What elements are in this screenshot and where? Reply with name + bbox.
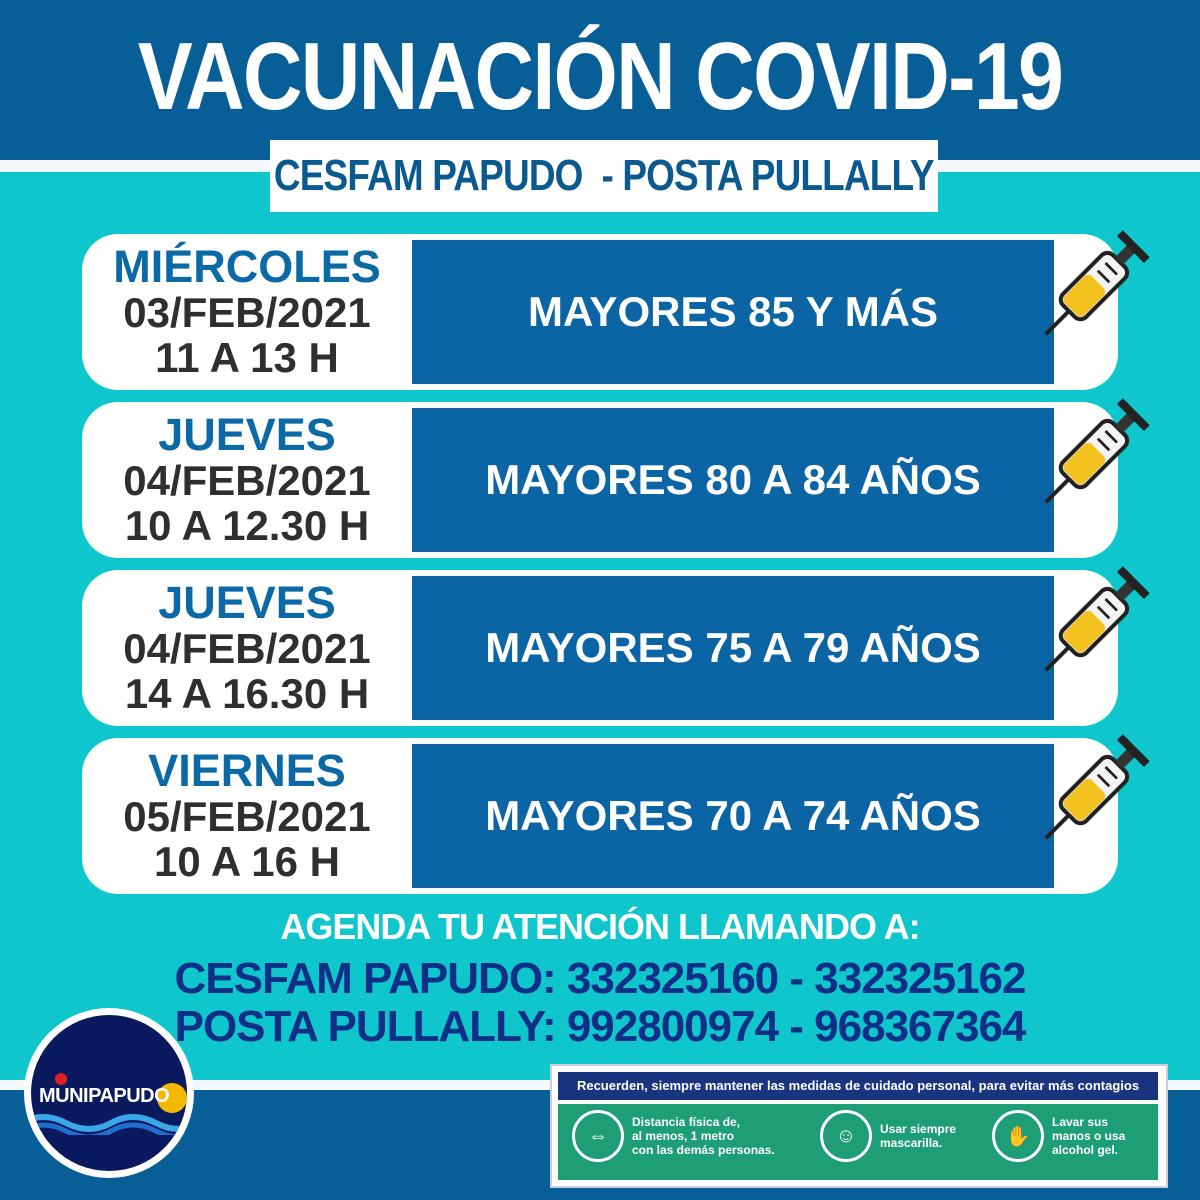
schedule-row <box>82 402 1118 558</box>
schedule-time: 10 A 16 H <box>154 838 340 885</box>
syringe-icon <box>1024 724 1160 860</box>
tip-text: Distancia física de, al menos, 1 metro con las demás personas. <box>632 1115 775 1157</box>
schedule-time: 14 A 16.30 H <box>124 670 370 717</box>
tip-text: Lavar sus manos o usa alcohol gel. <box>1052 1115 1126 1157</box>
schedule-row <box>82 234 1118 390</box>
syringe-icon <box>1024 556 1160 692</box>
agenda-heading: AGENDA TU ATENCIÓN LLAMANDO A: <box>280 906 920 947</box>
schedule-day: JUEVES <box>158 577 336 628</box>
schedule-date-block <box>82 570 412 726</box>
age-group-box <box>412 240 1054 384</box>
municipality-logo <box>24 1008 194 1178</box>
age-group-box <box>412 576 1054 720</box>
syringe-icon <box>1024 220 1160 356</box>
page-title: VACUNACIÓN COVID-19 <box>137 23 1063 130</box>
cesfam-phone: CESFAM PAPUDO: 332325160 - 332325162 <box>174 954 1026 1003</box>
subtitle-box <box>270 140 938 212</box>
mask-icon: ☺ <box>820 1110 872 1162</box>
schedule-row <box>82 570 1118 726</box>
schedule-day: MIÉRCOLES <box>113 241 381 292</box>
age-group-label: MAYORES 75 A 79 AÑOS <box>485 624 981 671</box>
schedule-date: 04/FEB/2021 <box>123 625 371 672</box>
schedule-time: 11 A 13 H <box>155 334 339 381</box>
schedule-day: JUEVES <box>158 409 336 460</box>
logo-text: MUNIPAPUDO <box>39 1085 170 1107</box>
tip-hand-wash <box>992 1110 1125 1162</box>
hand-wash-icon: ✋ <box>992 1110 1044 1162</box>
page-subtitle: CESFAM PAPUDO - POSTA PULLALLY <box>274 151 934 200</box>
logo-dot <box>55 1073 67 1085</box>
tip-distance <box>572 1110 775 1162</box>
schedule-date-block <box>82 402 412 558</box>
syringe-icon <box>1024 388 1160 524</box>
age-group-label: MAYORES 70 A 74 AÑOS <box>485 792 981 839</box>
schedule-date: 03/FEB/2021 <box>123 289 371 336</box>
schedule-date: 04/FEB/2021 <box>123 457 371 504</box>
schedule-row <box>82 738 1118 894</box>
notice-tips <box>558 1104 1158 1180</box>
schedule-date-block <box>82 234 412 390</box>
logo-emblem <box>31 1015 187 1171</box>
age-group-box <box>412 744 1054 888</box>
notice-heading: Recuerden, siempre mantener las medidas de cuidado personal, para evitar más contagios <box>558 1072 1158 1100</box>
schedule-date-block <box>82 738 412 894</box>
wave-icon <box>31 1111 187 1135</box>
schedule-date: 05/FEB/2021 <box>123 793 371 840</box>
age-group-box <box>412 408 1054 552</box>
age-group-label: MAYORES 80 A 84 AÑOS <box>485 456 981 503</box>
distance-icon: ⇔ <box>572 1110 624 1162</box>
safety-notice <box>550 1064 1168 1188</box>
posta-phone: POSTA PULLALLY: 992800974 - 968367364 <box>174 1002 1026 1051</box>
schedule-time: 10 A 12.30 H <box>124 502 370 549</box>
age-group-label: MAYORES 85 Y MÁS <box>527 288 939 335</box>
tip-mask <box>820 1110 956 1162</box>
schedule-day: VIERNES <box>148 745 346 796</box>
tip-text: Usar siempre mascarilla. <box>880 1122 957 1150</box>
